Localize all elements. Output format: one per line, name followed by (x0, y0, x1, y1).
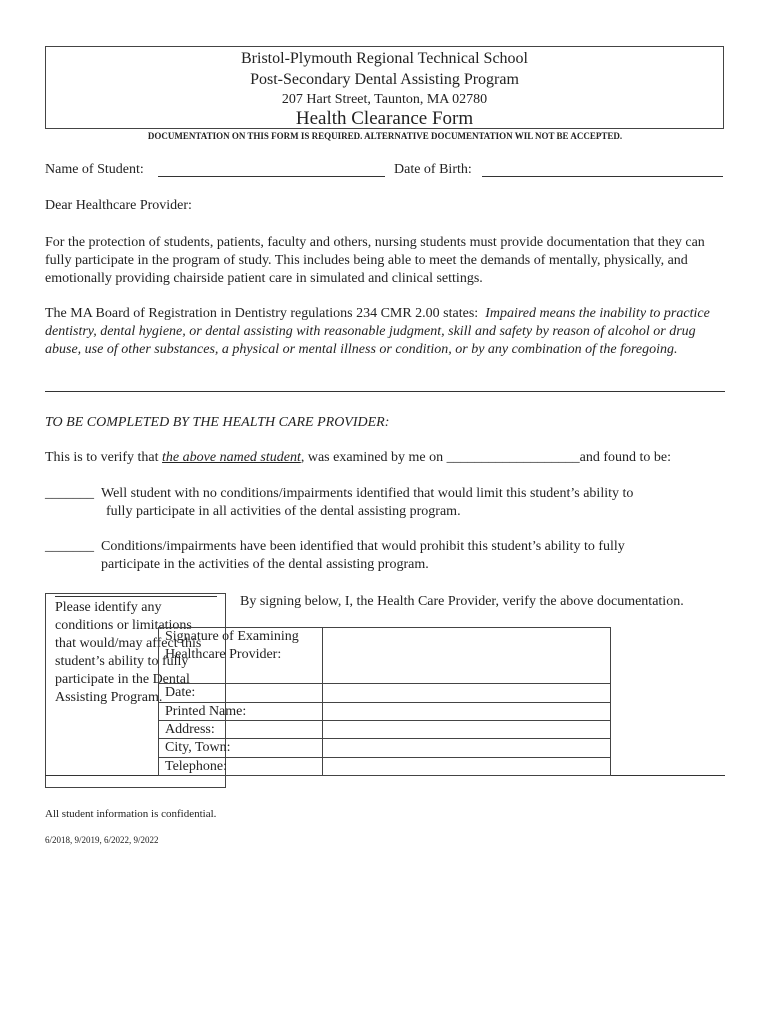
printed-name-label: Printed Name: (165, 704, 247, 719)
program-name: Post-Secondary Dental Assisting Program (250, 71, 519, 88)
city-town-field[interactable] (323, 739, 610, 757)
date-field[interactable] (323, 684, 610, 702)
intro-paragraph: For the protection of students, patients, faculty and others, nursing students must provide documentation that they can fully participate in the program of study. This includes being able to meet the demands of mentally, physically, and emotionally providing chairside patient care in simulated and clinical settings. (45, 235, 705, 286)
address-field[interactable] (323, 721, 610, 738)
option-conditions-checkbox[interactable]: _______ (45, 539, 94, 554)
dob-field[interactable] (482, 176, 723, 177)
confidential-note: All student information is confidential. (45, 808, 217, 820)
option-well-checkbox[interactable]: _______ (45, 486, 94, 501)
option-well-line1: Well student with no conditions/impairments identified that would limit this student’s ability to (101, 486, 634, 501)
documentation-notice: DOCUMENTATION ON THIS FORM IS REQUIRED. ALTERNATIVE DOCUMENTATION WIL NOT BE ACCEPTED. (147, 131, 623, 141)
revision-dates: 6/2018, 9/2019, 6/2022, 9/2022 (45, 835, 159, 845)
school-address: 207 Hart Street, Taunton, MA 02780 (281, 92, 488, 107)
telephone-label: Telephone: (165, 759, 227, 774)
identify-line: conditions or limitations (55, 618, 192, 633)
dob-label: Date of Birth: (394, 162, 472, 177)
regulation-quote: Impaired means the inability to practice dentistry, dental hygiene, or dental assisting with reasonable judgment, skill and safety by reason of alcohol or drug abuse, use of other substances, a physical or mental illness or condition, or by any combination of the foregoing. (45, 306, 710, 357)
identify-line: participate in the Dental (55, 672, 190, 687)
address-label: Address: (165, 722, 215, 737)
header-box (45, 46, 724, 129)
signature-label-2: Healthcare Provider: (165, 647, 282, 662)
regulation-paragraph (45, 305, 731, 359)
identify-line: Assisting Program. (55, 690, 163, 705)
school-name: Bristol-Plymouth Regional Technical School (241, 50, 528, 67)
student-name-field[interactable] (158, 176, 385, 177)
student-name-label: Name of Student: (45, 162, 144, 177)
printed-name-field[interactable] (323, 703, 610, 720)
telephone-field[interactable] (323, 758, 610, 775)
salutation: Dear Healthcare Provider: (45, 198, 192, 213)
identify-line: that would/may affect this (55, 636, 202, 651)
section-divider (45, 391, 725, 392)
option-conditions-line1: Conditions/impairments have been identified that would prohibit this student’s ability to fully (101, 539, 625, 554)
verify-suffix: and found to be: (579, 450, 672, 465)
identify-box-top-rule (55, 596, 217, 597)
option-conditions-line2: participate in the activities of the dental assisting program. (101, 557, 429, 572)
city-town-label: City, Town: (165, 740, 231, 755)
verify-prefix: This is to verify that (45, 450, 159, 465)
signing-statement: By signing below, I, the Health Care Provider, verify the above documentation. (240, 594, 684, 609)
verify-middle: , was examined by me on (300, 450, 444, 465)
form-title: Health Clearance Form (295, 108, 474, 129)
verification-line (45, 450, 671, 466)
identify-line: Please identify any (55, 600, 162, 615)
regulation-lead: The MA Board of Registration in Dentistry regulations 234 CMR 2.00 states: (45, 306, 479, 321)
identify-line: student’s ability to fully (55, 654, 189, 669)
option-well-line2: fully participate in all activities of the dental assisting program. (106, 504, 461, 519)
provider-section-heading: TO BE COMPLETED BY THE HEALTH CARE PROVIDER: (45, 415, 390, 430)
date-label: Date: (165, 685, 196, 700)
exam-date-field[interactable]: ___________________ (446, 450, 580, 465)
verify-underlined: the above named student (162, 450, 301, 465)
signature-field[interactable] (323, 628, 610, 683)
signature-label: Signature of Examining (165, 629, 299, 644)
